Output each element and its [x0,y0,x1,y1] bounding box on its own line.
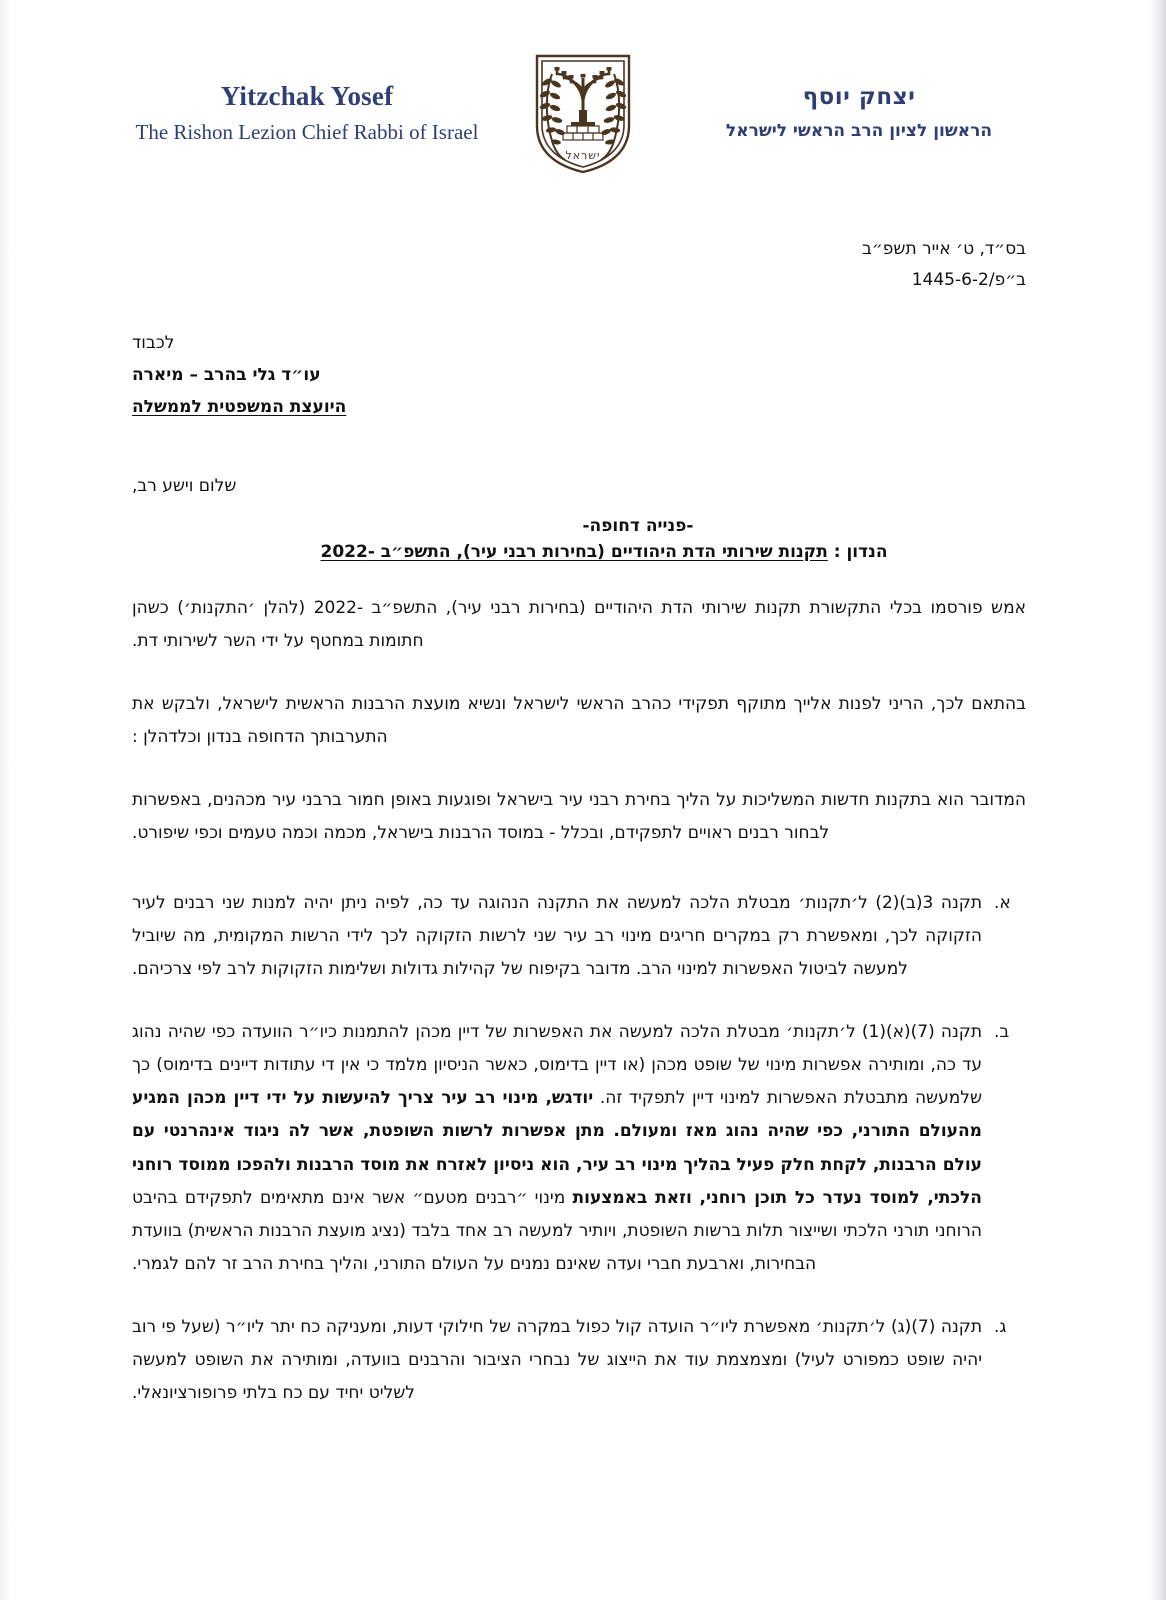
clause-text: תקנה (7)(ג) ל׳תקנות׳ מאפשרת ליו״ר הועדה קול כפול במקרה של חילוקי דעות, ומעניקה כח יתר ליו״ר (שעל פי רוב יהיה שופט כמפורט לעיל) ומצמצמת עוד את הייצוג של נבחרי הציבור והרבנים בוועדה, ומותירה את השופט למעשה לשליט יחיד עם כח בלתי פרופורציונאלי. [132,1317,982,1404]
subject-label: הנדון : [833,541,888,562]
letterhead [0,0,1166,186]
clause-text-emphasis: יודגש, מינוי רב עיר צריך להיעשות על ידי דיין מכהן המגיע מהעולם התורני, כפי שהיה נהוג מאז ומעולם. מתן אפשרות לרשות השופטת, אשר לה ניגוד אינהרנטי עם עולם הרבנות, לקחת חלק פעיל בהליך מינוי רב עיר, הוא ניסיון לאזרח את מוסד הרבנות ולהפכו ממוסד רוחני הלכתי, למוסד נעדר כל תוכן רוחני, וזאת באמצעות [132,1088,982,1208]
addressee-name: עו״ד גלי בהרב – מיארה [132,365,321,386]
urgent-banner: -פנייה דחופה- [582,515,694,536]
letterhead-english [97,78,517,146]
clause-item [132,1311,1026,1410]
paragraph-3: המדובר הוא בתקנות חדשות המשליכות על הליך בחירת רבני עיר בישראל ופוגעות באופן חמור ברבני עיר מכהנים, באפשרות לבחור רבנים ראויים לתפקידם, ובכלל - במוסד הרבנות בישראל, מכמה וכמה טעמים וכפי שיפורט. [132,790,1026,844]
subject-text: תקנות שירותי הדת היהודיים (בחירות רבני עיר), התשפ״ב -2022 [320,541,828,562]
addressee-role: היועצת המשפטית לממשלה [132,397,347,418]
letterhead-title-hebrew: הראשון לציון הרב הראשי לישראל [725,120,993,141]
letterhead-name-hebrew: יצחק יוסף [802,83,916,110]
letterhead-hebrew [649,82,1069,143]
clause-list [132,887,1026,1411]
emblem-of-israel-menorah-icon [523,48,643,176]
clause-item [132,1016,1026,1281]
clause-text-tail: מינוי ״רבנים מטעם״ אשר אינם מתאימים לתפקידם בהיבט הרוחני תורני הלכתי ושייצור תלות ברשות השופטת, ויותיר למעשה רב אחד בלבד (נציג מועצת הרבנות הראשית) בוועדת הבחירות, וארבעת חברי ועדה שאינם נמנים על העולם התורני, והליך בחירת הרב זר להם לגמרי. [132,1187,982,1275]
clause-marker: ג. [994,1317,1007,1338]
addressee-block [132,327,1026,424]
letter-body [0,186,1166,1411]
clause-item [132,887,1026,986]
meta-block [132,186,1026,297]
date-line: בס״ד, ט׳ אייר תשפ״ב [862,239,1026,259]
clause-text: תקנה 3(ב)(2) ל׳תקנות׳ מבטלת הלכה למעשה את התקנה הנהוגה עד כה, לפיה ניתן יהיה למנות שני רבנים לעיר הזקוקה לכך, ומאפשרת רק במקרים חריגים מינוי רב עיר שני לרשות הזקוקה לכך לידי הרשות המקומית, מה שיוביל למעשה לביטול האפשרות למינוי הרב. מדובר בקיפוח של קהילות גדולות ושלימות הזקוקות לרב לפי צרכיהם. [132,892,982,979]
svg-text:ישראל: ישראל [565,149,601,162]
letterhead-name-english: Yitzchak Yosef [220,81,394,112]
paragraph-2: בהתאם לכך, הריני לפנות אלייך מתוקף תפקידי כהרב הראשי לישראל ונשיא מועצת הרבנות הראשית לישראל, ולבקש את התערבותך הדחופה בנדון וכלדהלן : [132,694,1026,748]
clause-text: תקנה (7)(א)(1) ל׳תקנות׳ מבטלת הלכה למעשה את האפשרות של דיין מכהן להתמנות כיו״ר הוועדה כפי שהיה נהוג עד כה, ומותירה אפשרות מינוי של שופט מכהן (או דיין בדימוס, כאשר הניסיון מלמד כי אין די עתודות דיינים בדימוס) כך שלמעשה מתבטלת האפשרות למינוי דיין לתפקיד זה. [132,1022,982,1109]
clause-marker: א. [994,892,1011,913]
letterhead-title-english: The Rishon Lezion Chief Rabbi of Israel [135,119,479,144]
addressee-to-label: לכבוד [132,332,175,353]
subject-line [132,542,1026,562]
greeting-line: שלום וישע רב, [132,475,237,496]
reference-number: ב״פ/1445-6-2 [911,270,1026,291]
paragraph-1: אמש פורסמו בכלי התקשורת תקנות שירותי הדת היהודיים (בחירות רבני עיר), התשפ״ב -2022 (להלן ׳התקנות׳) כשהן חתומות במחטף על ידי השר לשירותי דת. [132,597,1027,651]
clause-marker: ב. [994,1022,1010,1043]
